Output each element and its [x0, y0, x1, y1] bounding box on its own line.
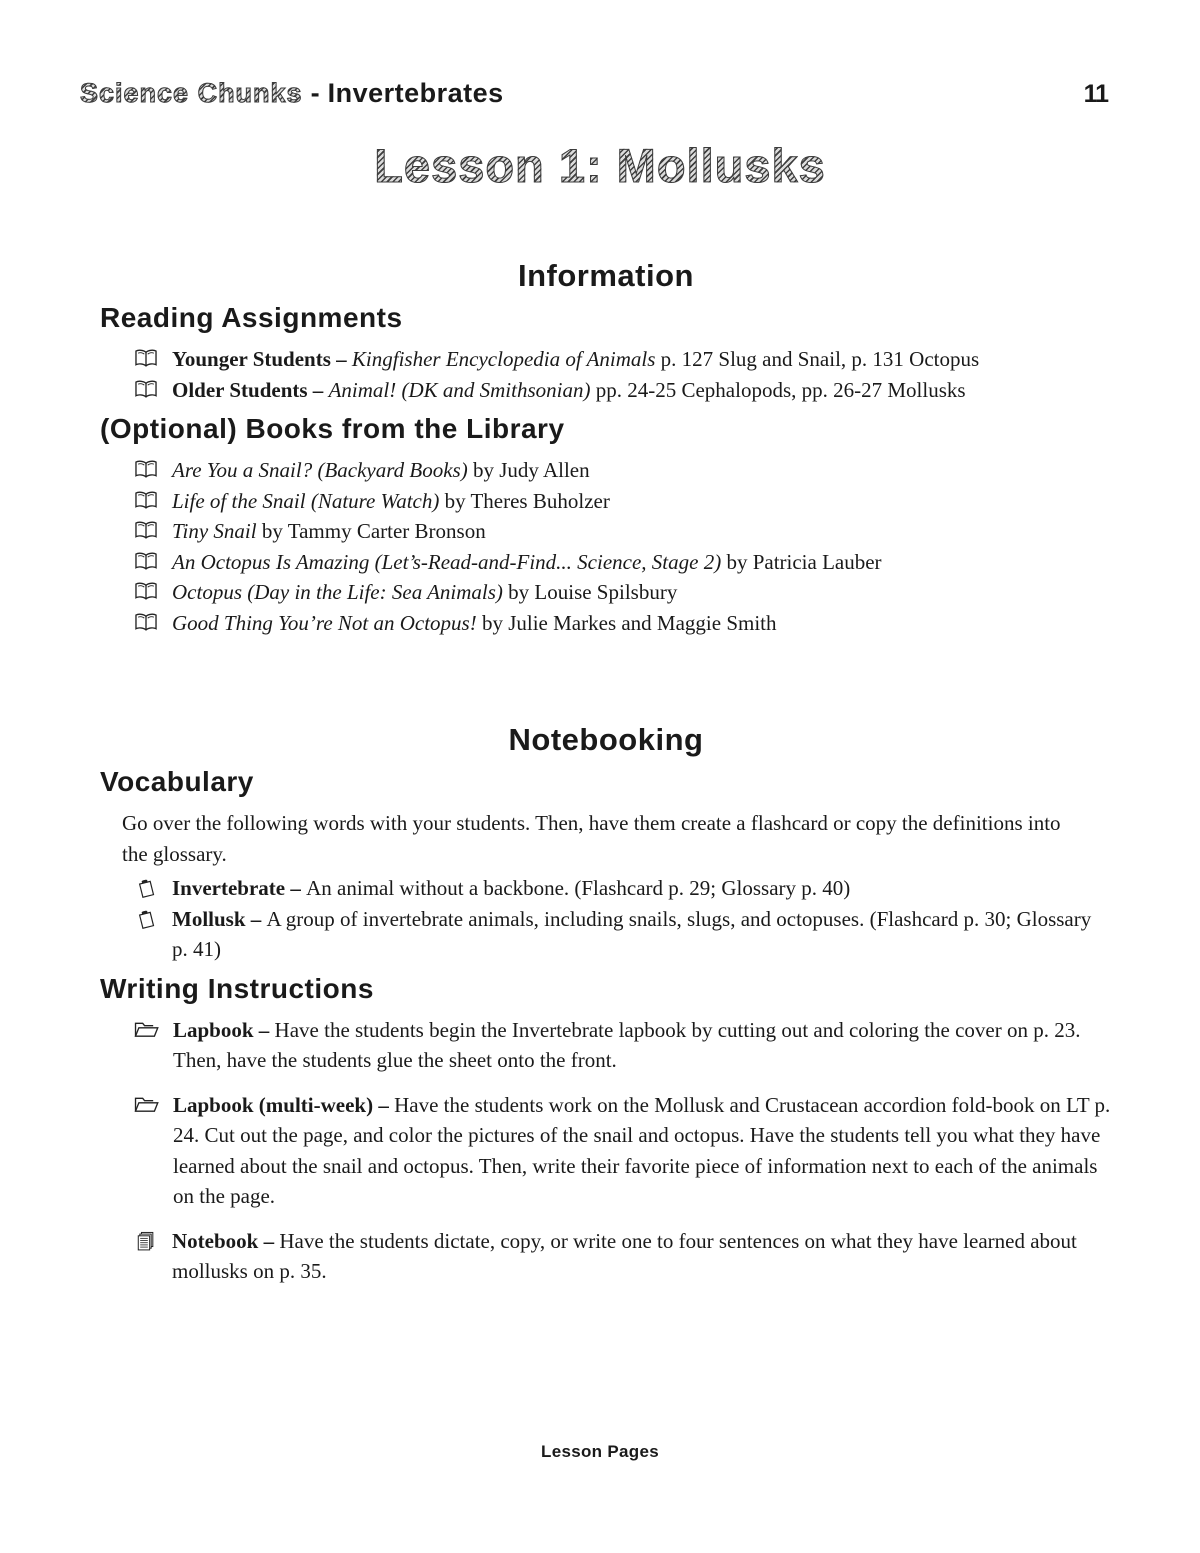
- open-book-icon: [133, 551, 159, 572]
- writing-item-body: Have the students dictate, copy, or write one to four sentences on what they have learned about mollusks on p. 35.: [172, 1228, 1077, 1283]
- subheading-writing-instructions: Writing Instructions: [100, 972, 374, 1004]
- book-title: Tiny Snail: [172, 519, 257, 543]
- book-author: by Louise Spilsbury: [502, 580, 678, 604]
- brand-logo-text: Science Chunks: [80, 78, 303, 108]
- book-author: by Theres Buholzer: [439, 488, 610, 513]
- open-book-icon: [133, 490, 159, 511]
- list-item: [133, 486, 1112, 517]
- writing-item-body: Have the students work on the Mollusk and Crustacean accordion fold-book on LT p. 24. Cut out the page, and color the pictures of the snail and octopus. Have the students tell you what they have learned about the snail and octopus. Then, write their favorite piece of information next to each of the animals on the page.: [173, 1092, 1111, 1208]
- page-footer: Lesson Pages: [541, 1442, 659, 1461]
- page-header: [80, 78, 1108, 109]
- writing-item-text: [172, 1226, 1112, 1287]
- list-item: [133, 873, 1112, 904]
- writing-item-label: Notebook –: [172, 1228, 280, 1253]
- vocab-definition: An animal without a backbone. (Flashcard p. 29; Glossary p. 40): [306, 876, 851, 900]
- list-item: [133, 344, 1112, 375]
- open-book-icon: [133, 581, 159, 602]
- list-item: [133, 547, 1112, 578]
- writing-item-label: Lapbook –: [173, 1017, 275, 1042]
- reading-item-book-title: Animal! (DK and Smithsonian): [328, 377, 591, 402]
- book-title: Octopus (Day in the Life: Sea Animals): [172, 580, 503, 604]
- book-author: by Tammy Carter Bronson: [256, 519, 486, 543]
- page-content: [100, 258, 1112, 1301]
- flashcard-tag-icon: [133, 908, 159, 932]
- subheading-reading-assignments: Reading Assignments: [100, 302, 403, 333]
- book-title: Good Thing You’re Not an Octopus!: [172, 610, 477, 635]
- page-title: Lesson 1: Mollusks: [0, 138, 1200, 193]
- book-item-text: [172, 455, 1112, 486]
- list-item: [133, 904, 1112, 965]
- brand-separator: -: [310, 78, 320, 108]
- book-item-text: [172, 547, 1112, 578]
- vocab-term: Invertebrate –: [172, 876, 307, 900]
- open-folder-icon: [133, 1019, 160, 1040]
- open-book-icon: [133, 379, 159, 400]
- book-author: by Julie Markes and Maggie Smith: [476, 610, 777, 635]
- book-author: by Judy Allen: [467, 458, 590, 482]
- reading-item-text: [172, 375, 1112, 406]
- writing-item-body: Have the students begin the Invertebrate lapbook by cutting out and coloring the cover on p. 23. Then, have the students glue the sheet onto the front.: [173, 1017, 1081, 1072]
- vocabulary-intro: Go over the following words with your students. Then, have them create a flashcard or copy the definitions into the glossary.: [122, 811, 1061, 866]
- open-book-icon: [133, 348, 159, 369]
- open-book-icon: [133, 459, 159, 480]
- reading-item-pages: pp. 24-25 Cephalopods, pp. 26-27 Mollusks: [590, 377, 966, 402]
- reading-item-text: [172, 344, 1112, 375]
- writing-item-text: [173, 1015, 1112, 1076]
- vocab-definition: A group of invertebrate animals, including snails, slugs, and octopuses. (Flashcard p. 30; Glossary p. 41): [172, 906, 1092, 961]
- subheading-optional-books: (Optional) Books from the Library: [100, 413, 565, 444]
- reading-item-label: Younger Students –: [172, 347, 352, 371]
- writing-item-text: [173, 1090, 1112, 1212]
- book-item-text: [172, 608, 1112, 639]
- section-heading-notebooking: Notebooking: [508, 722, 704, 757]
- book-author: by Patricia Lauber: [721, 549, 882, 574]
- book-title: Are You a Snail? (Backyard Books): [172, 458, 468, 482]
- open-book-icon: [133, 520, 159, 541]
- vocab-item-text: [172, 904, 1112, 965]
- book-title: Life of the Snail (Nature Watch): [172, 488, 440, 513]
- open-folder-icon: [133, 1094, 160, 1115]
- vocabulary-list: [100, 873, 1112, 965]
- list-item: [133, 516, 1112, 547]
- list-item: [133, 1226, 1112, 1287]
- list-item: [133, 375, 1112, 406]
- reading-assignments-list: [100, 344, 1112, 405]
- book-item-text: [172, 516, 1112, 547]
- writing-instructions-list: [100, 1015, 1112, 1287]
- vocab-item-text: [172, 873, 1112, 904]
- library-books-list: [100, 455, 1112, 638]
- list-item: [133, 455, 1112, 486]
- header-subtitle: Invertebrates: [327, 78, 504, 108]
- reading-item-book-title: Kingfisher Encyclopedia of Animals: [351, 347, 656, 371]
- reading-item-label: Older Students –: [172, 377, 329, 402]
- document-stack-icon: [133, 1230, 159, 1254]
- book-item-text: [172, 486, 1112, 517]
- reading-item-pages: p. 127 Slug and Snail, p. 131 Octopus: [655, 347, 980, 371]
- subheading-vocabulary: Vocabulary: [100, 766, 254, 797]
- book-item-text: [172, 577, 1112, 608]
- list-item: [133, 1015, 1112, 1076]
- vocab-term: Mollusk –: [172, 906, 267, 931]
- list-item: [133, 1090, 1112, 1212]
- list-item: [133, 577, 1112, 608]
- list-item: [133, 608, 1112, 639]
- book-title: An Octopus Is Amazing (Let’s-Read-and-Find... Science, Stage 2): [172, 549, 722, 574]
- section-heading-information: Information: [518, 258, 694, 293]
- writing-item-label: Lapbook (multi-week) –: [173, 1092, 395, 1117]
- open-book-icon: [133, 612, 159, 633]
- flashcard-tag-icon: [133, 877, 159, 901]
- page-number: 11: [1083, 80, 1108, 108]
